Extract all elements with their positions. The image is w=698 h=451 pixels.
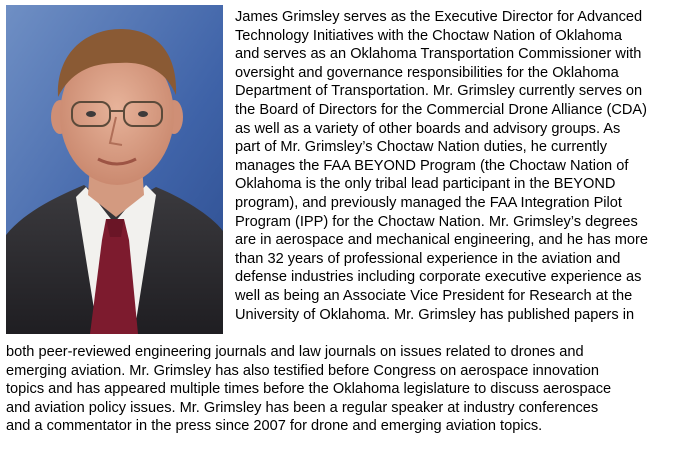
bio-text-full-width <box>6 343 611 436</box>
bio-line: well as being an Associate Vice President for Research at the <box>235 287 633 304</box>
bio-line: than 32 years of professional experience in the aviation and <box>235 250 621 267</box>
portrait-photo <box>6 5 223 334</box>
bio-line: both peer-reviewed engineering journals and law journals on issues related to drones and <box>6 344 584 360</box>
bio-line: University of Oklahoma. Mr. Grimsley has published papers in <box>235 306 635 323</box>
bio-line: are in aerospace and mechanical engineering, and he has more <box>235 232 648 249</box>
bio-line: James Grimsley serves as the Executive Director for Advanced <box>235 9 643 25</box>
bio-line: program), and previously managed the FAA Integration Pilot <box>235 194 622 211</box>
bio-line: Oklahoma is the only tribal lead participant in the BEYOND <box>235 176 616 193</box>
bio-line: defense industries including corporate executive experience as <box>235 269 642 286</box>
bio-line: topics and has appeared multiple times before the Oklahoma legislature to discuss aerospace <box>6 381 612 398</box>
bio-line: Program (IPP) for the Choctaw Nation. Mr. Grimsley’s degrees <box>235 213 638 230</box>
bio-line: part of Mr. Grimsley’s Choctaw Nation duties, he currently <box>235 139 608 156</box>
bio-line: and serves as an Oklahoma Transportation Commissioner with <box>235 46 642 63</box>
bio-line: manages the FAA BEYOND Program (the Choctaw Nation of <box>235 157 629 174</box>
bio-line: as well as a variety of other boards and advisory groups. As <box>235 120 621 137</box>
bio-line: and a commentator in the press since 2007 for drone and emerging aviation topics. <box>6 418 543 435</box>
bio-line: and aviation policy issues. Mr. Grimsley has been a regular speaker at industry conferences <box>6 399 599 416</box>
bio-line: oversight and governance responsibilities for the Oklahoma <box>235 64 619 81</box>
bio-text-beside-photo <box>235 8 648 324</box>
bio-line: Department of Transportation. Mr. Grimsley currently serves on <box>235 83 643 100</box>
bio-line: emerging aviation. Mr. Grimsley has also testified before Congress on aerospace innovation <box>6 362 599 379</box>
bio-line: the Board of Directors for the Commercial Drone Alliance (CDA) <box>235 101 648 118</box>
bio-line: Technology Initiatives with the Choctaw Nation of Oklahoma <box>235 27 622 44</box>
